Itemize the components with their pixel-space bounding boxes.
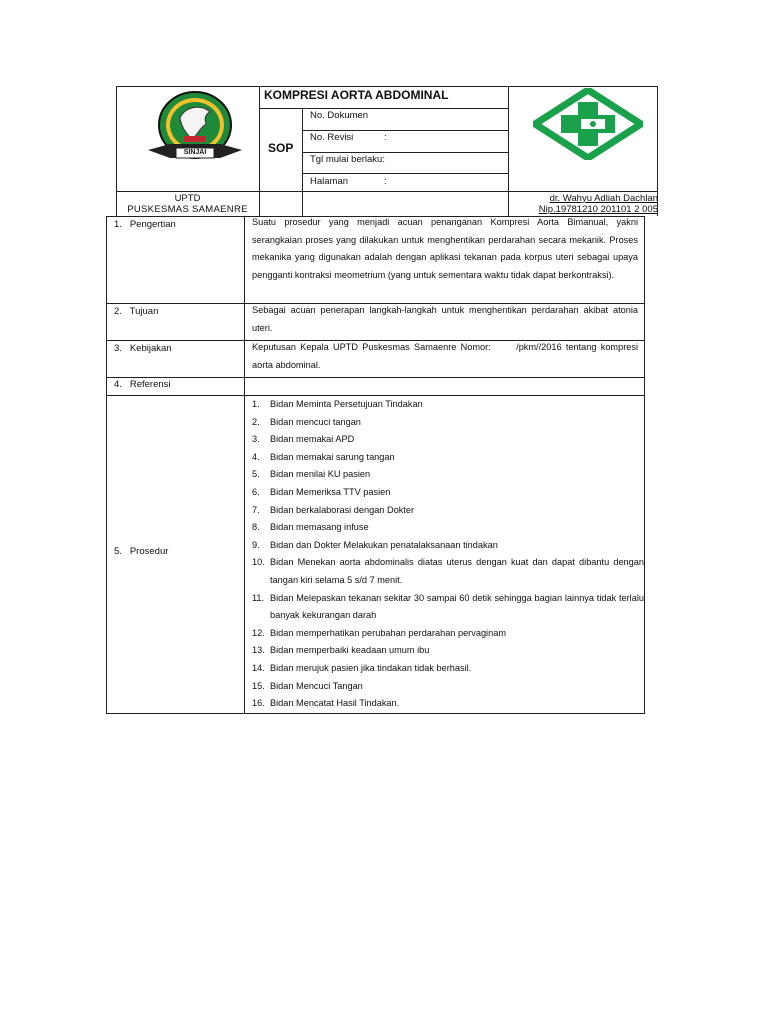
procedure-step xyxy=(252,502,644,520)
logo-banner-text: SINJAI xyxy=(183,149,207,156)
procedure-step xyxy=(252,642,644,660)
step-number: 10. xyxy=(252,557,265,568)
org-line1: UPTD xyxy=(174,193,201,204)
document-title: KOMPRESI AORTA ABDOMINAL xyxy=(264,88,449,102)
step-number: 7. xyxy=(252,504,260,515)
step-number: 8. xyxy=(252,522,260,533)
step-text: Bidan Meminta Persetujuan Tindakan xyxy=(270,399,423,409)
procedure-step xyxy=(252,660,644,678)
step-text: Bidan Memeriksa TTV pasien xyxy=(270,486,391,497)
step-number: 2. xyxy=(252,416,260,427)
org-name xyxy=(116,193,259,215)
procedure-step xyxy=(252,484,644,502)
field-label: No. Dokumen xyxy=(310,110,369,121)
procedure-step xyxy=(252,431,644,449)
procedure-step xyxy=(252,554,644,589)
step-number: 11. xyxy=(252,592,265,603)
field-halaman xyxy=(310,176,387,187)
district-logo xyxy=(140,88,250,168)
field-no-revisi xyxy=(310,132,387,143)
step-number: 5. xyxy=(252,469,260,480)
step-number: 15. xyxy=(252,680,265,691)
section-label-pengertian: 1. Pengertian xyxy=(114,219,176,230)
step-number: 16. xyxy=(252,698,265,709)
step-number: 6. xyxy=(252,486,260,497)
step-number: 14. xyxy=(252,662,265,673)
section-label-referensi: 4. Referensi xyxy=(114,379,171,390)
step-text: Bidan Mencatat Hasil Tindakan. xyxy=(270,698,400,709)
step-text: Bidan memakai APD xyxy=(270,434,355,445)
org-line2: PUSKESMAS SAMAENRE xyxy=(127,204,248,215)
step-number: 12. xyxy=(252,627,265,638)
step-number: 4. xyxy=(252,451,260,462)
procedure-step xyxy=(252,449,644,467)
section-text-tujuan: Sebagai acuan penerapan langkah-langkah untuk menghentikan perdarahan akibat atonia uteri. xyxy=(252,305,638,333)
procedure-step xyxy=(252,590,644,625)
health-cross-logo xyxy=(533,88,643,160)
section-text-pengertian: Suatu prosedur yang menjadi acuan penanganan Kompresi Aorta Bimanual, yakni serangkaian proses yang dilakukan untuk menghentikan perdarahan secara mekanik. Proses mekanika yang digunakan adalah dengan aplikasi tekanan pada korpus uteri sebagai upaya pengganti kontraksi meometrium (yang untuk sementara waktu tidak dapat berkontraksi). xyxy=(252,217,638,280)
step-number: 9. xyxy=(252,539,260,550)
signer-name: dr. Wahyu Adliah Dachlan xyxy=(549,193,658,204)
step-text: Bidan Mencuci Tangan xyxy=(270,680,363,691)
step-text: Bidan dan Dokter Melakukan penatalaksanaan tindakan xyxy=(270,539,498,550)
field-no-dokumen xyxy=(310,110,368,121)
field-value: : xyxy=(384,132,387,143)
step-number: 13. xyxy=(252,645,265,656)
procedure-step xyxy=(252,396,644,414)
step-text: Bidan memasang infuse xyxy=(270,522,369,533)
step-text: Bidan Menekan aorta abdominalis diatas uterus dengan kuat dan dapat dibantu dengan tangan kiri selama 5 s/d 7 menit. xyxy=(270,557,644,585)
step-text: Bidan merujuk pasien jika tindakan tidak berhasil. xyxy=(270,662,472,673)
procedure-step xyxy=(252,414,644,432)
field-label: Tgl mulai berlaku: xyxy=(310,154,385,165)
procedure-step xyxy=(252,625,644,643)
signer-nip: Nip.19781210 201101 2 005 xyxy=(538,204,658,215)
field-tgl-berlaku xyxy=(310,154,385,165)
sop-label: SOP xyxy=(268,141,294,155)
procedure-step xyxy=(252,519,644,537)
step-number: 3. xyxy=(252,434,260,445)
procedure-step xyxy=(252,466,644,484)
signer-block xyxy=(508,193,658,215)
procedure-list xyxy=(252,396,644,713)
section-text-kebijakan: Keputusan Kepala UPTD Puskesmas Samaenre Nomor: /pkm//2016 tentang kompresi aorta abdominal. xyxy=(252,342,641,370)
section-label-kebijakan: 3. Kebijakan xyxy=(114,343,172,354)
step-text: Bidan Melepaskan tekanan sekitar 30 sampai 60 detik sehingga bagian lainnya tidak terlalu banyak kekurangan darah xyxy=(270,592,644,621)
step-text: Bidan menilai KU pasien xyxy=(270,469,371,480)
step-text: Bidan memperhatikan perubahan perdarahan pervaginam xyxy=(270,627,506,638)
procedure-step xyxy=(252,695,644,713)
step-text: Bidan mencuci tangan xyxy=(270,416,361,427)
procedure-step xyxy=(252,678,644,696)
section-label-prosedur: 5. Prosedur xyxy=(114,546,169,557)
step-text: Bidan memakai sarung tangan xyxy=(270,451,395,462)
field-label: No. Revisi xyxy=(310,132,354,143)
step-text: Bidan berkalaborasi dengan Dokter xyxy=(270,504,415,515)
field-label: Halaman xyxy=(310,176,349,187)
step-text: Bidan memperbaiki keadaan umum ibu xyxy=(270,645,430,656)
procedure-step xyxy=(252,537,644,555)
field-value: : xyxy=(384,176,387,187)
section-label-tujuan: 2. Tujuan xyxy=(114,306,159,317)
step-number: 1. xyxy=(252,399,260,409)
